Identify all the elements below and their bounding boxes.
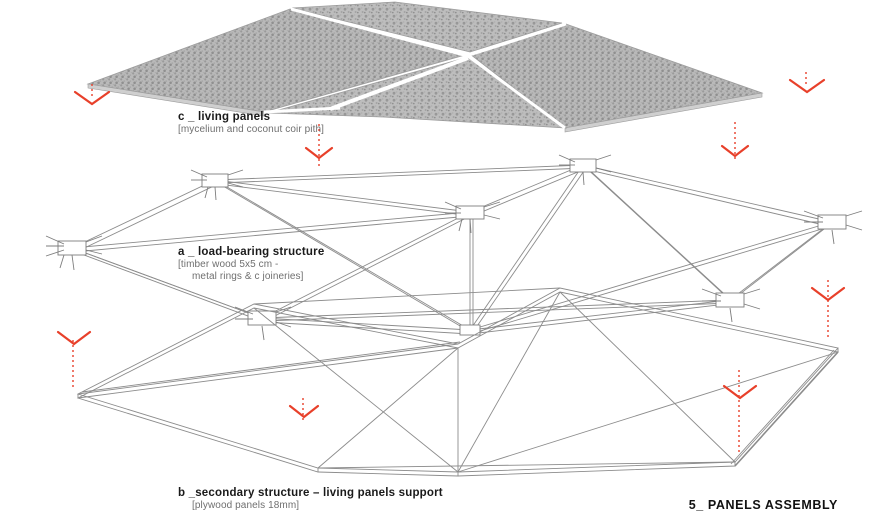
figure-caption: 5_ PANELS ASSEMBLY — [688, 498, 838, 512]
label-living-panels-title: c _ living panels — [178, 111, 271, 123]
label-load-bearing-structure — [178, 246, 324, 282]
label-living-panels-sub: [mycelium and coconut coir pith] — [178, 124, 325, 135]
label-load-bearing-sub2: metal rings & c joineries] — [192, 270, 304, 282]
label-load-bearing-sub: [timber wood 5x5 cm - — [178, 259, 279, 270]
label-secondary-structure-title: b _secondary structure – living panels support — [178, 487, 443, 499]
label-living-panels — [178, 111, 324, 136]
label-secondary-structure-sub: [plywood panels 18mm] — [192, 500, 300, 511]
label-secondary-structure — [178, 487, 443, 512]
arrow-heads — [58, 80, 844, 417]
label-load-bearing-title: a _ load-bearing structure — [178, 246, 325, 258]
